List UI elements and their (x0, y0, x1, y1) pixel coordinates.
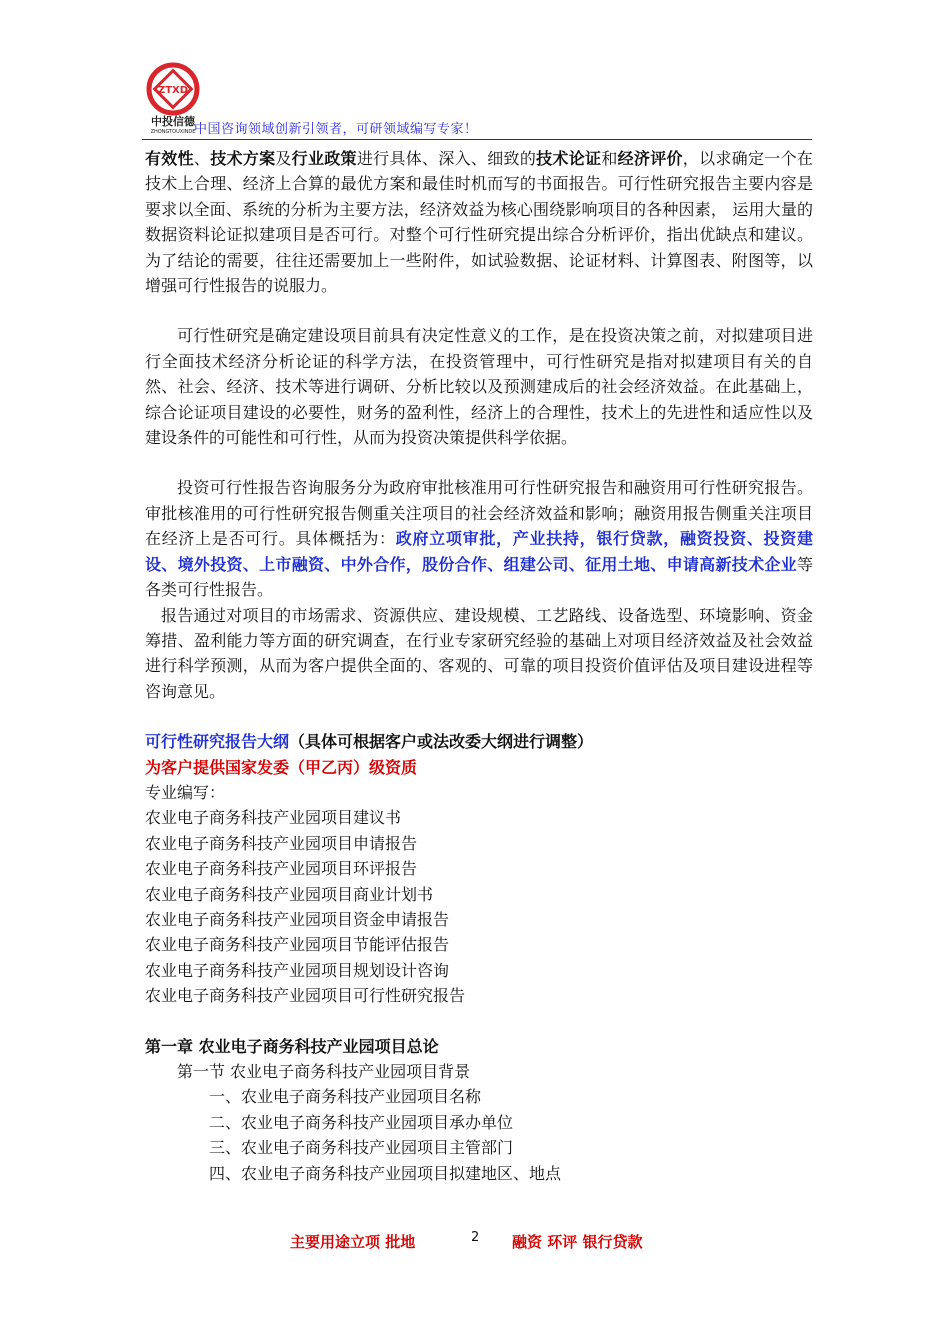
logo-brand: 中投信德 (151, 115, 195, 128)
qualification-line: 为客户提供国家发委（甲乙丙）级资质 (145, 757, 418, 777)
outline-item: 农业电子商务科技产业园项目资金申请报告 (145, 909, 450, 929)
paragraph-1: 有效性、技术方案及行业政策进行具体、深入、细致的技术论证和经济评价，以求确定一个在技术上合理、经济上合算的最优方案和最佳时机而写的书面报告。可行性研究报告主要内容是要求以全面、系统的分析为主要方法，经济效益为核心围绕影响项目的各种因素， 运用大量的数据资料论证拟建项目是否可行。对整个可行性研究提出综合分析评价，指出优缺点和建议。为了结论的需要，往往还需要加上一些附件，如试验数据、论证材料、计算图表、附图等，以增强可行性报告的说服力。 (145, 149, 813, 296)
outline-item: 农业电子商务科技产业园项目申请报告 (145, 833, 418, 853)
outline-item: 农业电子商务科技产业园项目商业计划书 (145, 884, 434, 904)
logo-text: ZTXD (157, 85, 189, 96)
toc-item: 二、农业电子商务科技产业园项目承办单位 (209, 1112, 514, 1132)
logo-subtitle: ZHONGTOUXINDE (150, 129, 196, 135)
section-title: 第一节 农业电子商务科技产业园项目背景 (177, 1062, 471, 1081)
term-industry-policy: 行业政策 (291, 149, 357, 168)
outline-item: 农业电子商务科技产业园项目规划设计咨询 (145, 960, 450, 980)
term-effectiveness: 有效性 (145, 149, 194, 168)
header-divider (142, 139, 812, 140)
toc-item: 一、农业电子商务科技产业园项目名称 (209, 1087, 482, 1107)
outline-title: 可行性研究报告大纲（具体可根据客户或法改委大纲进行调整） (145, 732, 594, 752)
page-number: 2 (471, 1230, 480, 1245)
chapter-title: 第一章 农业电子商务科技产业园项目总论 (145, 1036, 439, 1056)
footer-right: 融资 环评 银行贷款 (512, 1233, 643, 1251)
footer-left: 主要用途立项 批地 (290, 1233, 416, 1251)
document-body (145, 146, 813, 1186)
outline-item: 农业电子商务科技产业园项目环评报告 (145, 859, 418, 879)
outline-item: 农业电子商务科技产业园项目建议书 (145, 808, 402, 828)
paragraph-4: 报告通过对项目的市场需求、资源供应、建设规模、工艺路线、设备选型、环境影响、资金筹措、盈利能力等方面的研究调查，在行业专家研究经验的基础上对项目经济效益及社会效益进行科学预测，从而为客户提供全面的、客观的、可靠的项目投资价值评估及项目建设进程等咨询意见。 (145, 605, 813, 701)
paragraph-3: 投资可行性报告咨询服务分为政府审批核准用可行性研究报告和融资用可行性研究报告。 审批核准用的可行性研究报告侧重关注项目的社会经济效益和影响；融资用报告侧重关注项目在经济上是否可行。具体概括为：政府立项审批，产业扶持，银行贷款，融资投资、投资建设、境外投资、上市融资、中外合作，股份合作、组建公司、征用土地、申请高新技术企业等各类可行性报告。 (145, 478, 813, 600)
outline-label: 专业编写： (145, 782, 226, 802)
page-footer (0, 1231, 950, 1255)
paragraph-2: 可行性研究是确定建设项目前具有决定性意义的工作，是在投资决策之前，对拟建项目进行全面技术经济分析论证的科学方法，在投资管理中，可行性研究是指对拟建项目有关的自然、社会、经济、技术等进行调研、分析比较以及预测建成后的社会经济效益。在此基础上，综合论证项目建设的必要性，财务的盈利性，经济上的合理性，技术上的先进性和适应性以及建设条件的可能性和可行性，从而为投资决策提供科学依据。 (145, 326, 813, 448)
outline-item: 农业电子商务科技产业园项目可行性研究报告 (145, 986, 466, 1006)
toc-item: 三、农业电子商务科技产业园项目主管部门 (209, 1138, 514, 1158)
term-tech-argument: 技术论证 (536, 149, 602, 168)
service-list: 政府立项审批，产业扶持，银行贷款，融资投资、投资建设、境外投资、上市融资、中外合作，股份合作、组建公司、征用土地、申请高新技术企业 (145, 529, 813, 574)
term-tech-plan: 技术方案 (210, 149, 276, 168)
header-tagline: 中国咨询领域创新引领者，可研领域编写专家！ (194, 122, 478, 137)
outline-item: 农业电子商务科技产业园项目节能评估报告 (145, 935, 450, 955)
term-economic-eval: 经济评价 (617, 149, 683, 168)
toc-item: 四、农业电子商务科技产业园项目拟建地区、地点 (209, 1163, 562, 1183)
page-header (142, 62, 822, 140)
